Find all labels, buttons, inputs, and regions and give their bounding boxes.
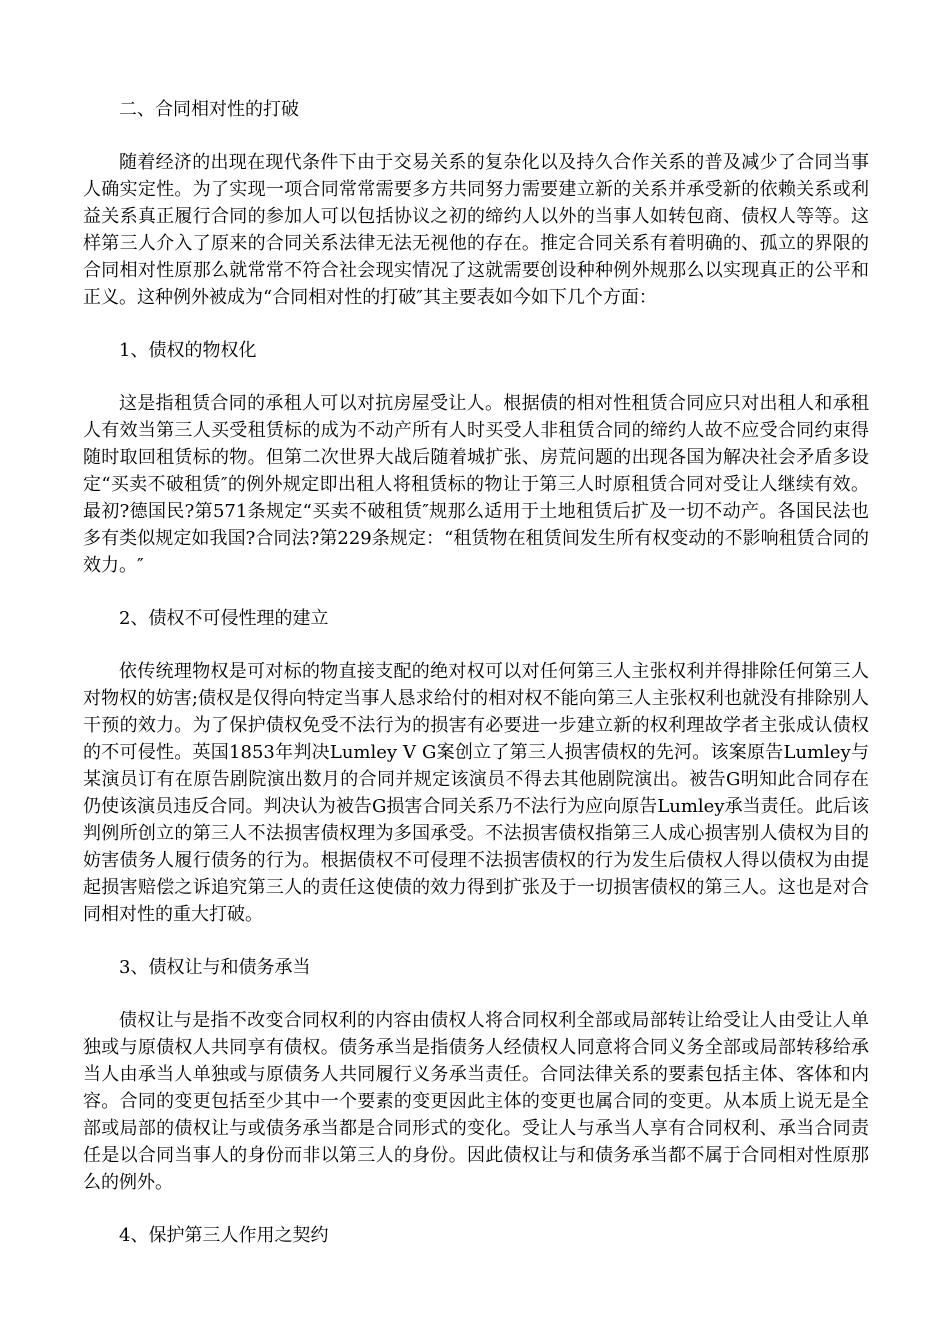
section-heading: 4、保护第三人作用之契约 xyxy=(119,1225,329,1246)
document-body xyxy=(83,96,869,1275)
section-heading: 二、合同相对性的打破 xyxy=(119,99,299,120)
section-paragraph: 随着经济的出现在现代条件下由于交易关系的复杂化以及持久合作关系的普及减少了合同当事人确实定性。为了实现一项合同常常需要多方共同努力需要建立新的关系并承受新的依赖关系或利益关系真正履行合同的参加人可以包括协议之初的缔约人以外的当事人如转包商、债权人等等。这样第三人介入了原来的合同关系法律无法无视他的存在。推定合同关系有着明确的、孤立的界限的合同相对性原那么就常常不符合社会现实情况了这就需要创设种种例外规那么以实现真正的公平和正义。这种例外被成为“合同相对性的打破″其主要表如今如下几个方面： xyxy=(83,152,869,308)
section-paragraph: 这是指租赁合同的承租人可以对抗房屋受让人。根据债的相对性租赁合同应只对出租人和承租人有效当第三人买受租赁标的成为不动产所有人时买受人非租赁合同的缔约人故不应受合同约束得随时取回租赁标的物。但第二次世界大战后随着城扩张、房荒问题的出现各国为解决社会矛盾多设定“买卖不破租赁″的例外规定即出租人将租赁标的物让于第三人时原租赁合同对受让人继续有效。最初?德国民?第571条规定“买卖不破租赁″规那么适用于土地租赁后扩及一切不动产。各国民法也多有类似规定如我国?合同法?第229条规定：“租赁物在租赁间发生所有权变动的不影响租赁合同的效力。″ xyxy=(83,393,869,576)
section-heading: 2、债权不可侵性理的建立 xyxy=(119,608,329,629)
section-paragraph: 债权让与是指不改变合同权利的内容由债权人将合同权利全部或局部转让给受让人由受让人单独或与原债权人共同享有债权。债务承当是指债务人经债权人同意将合同义务全部或局部转移给承当人由承当人单独或与原债务人共同履行义务承当责任。合同法律关系的要素包括主体、客体和内容。合同的变更包括至少其中一个要素的变更因此主体的变更也属合同的变更。从本质上说无是全部或局部的债权让与或债务承当都是合同形式的变化。受让人与承当人享有合同权利、承当合同责任是以合同当事人的身份而非以第三人的身份。因此债权让与和债务承当都不属于合同相对性原那么的例外。 xyxy=(83,1010,869,1193)
section-heading: 3、债权让与和债务承当 xyxy=(119,957,311,978)
section-paragraph: 依传统理物权是可对标的物直接支配的绝对权可以对任何第三人主张权利并得排除任何第三人对物权的妨害;债权是仅得向特定当事人恳求给付的相对权不能向第三人主张权利也就没有排除别人干预的效力。为了保护债权免受不法行为的损害有必要进一步建立新的权利理故学者主张成认债权的不可侵性。英国1853年判决Lumley V G案创立了第三人损害债权的先河。该案原告Lumley与某演员订有在原告剧院演出数月的合同并规定该演员不得去其他剧院演出。被告G明知此合同存在仍使该演员违反合同。判决认为被告G损害合同关系乃不法行为应向原告Lumley承当责任。此后该判例所创立的第三人不法损害债权理为多国承受。不法损害债权指第三人成心损害别人债权为目的妨害债务人履行债务的行为。根据债权不可侵理不法损害债权的行为发生后债权人得以债权为由提起损害赔偿之诉追究第三人的责任这使债的效力得到扩张及于一切损害债权的第三人。这也是对合同相对性的重大打破。 xyxy=(83,661,869,925)
section-heading: 1、债权的物权化 xyxy=(119,340,257,361)
